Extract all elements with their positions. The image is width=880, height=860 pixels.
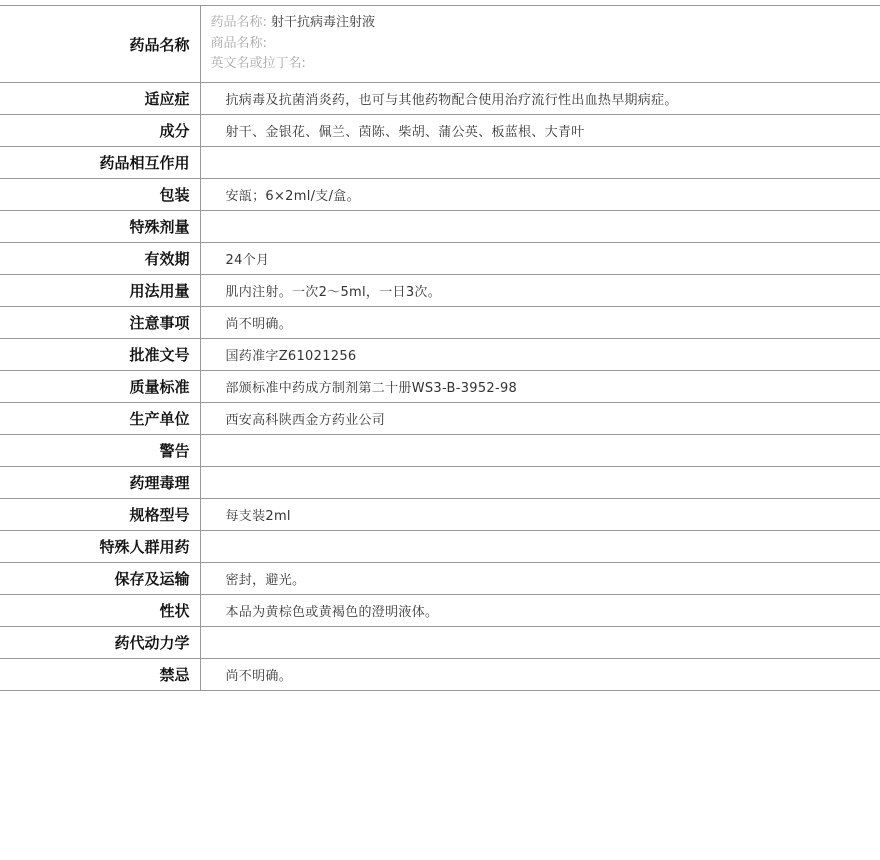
table-row — [0, 115, 880, 147]
row-label: 禁忌 — [0, 659, 200, 691]
row-label: 特殊人群用药 — [0, 531, 200, 563]
table-row — [0, 435, 880, 467]
row-label: 生产单位 — [0, 403, 200, 435]
row-value: 射干、金银花、佩兰、茵陈、柴胡、蒲公英、板蓝根、大青叶 — [225, 125, 585, 140]
table-row — [0, 563, 880, 595]
trade-name-key: 商品名称: — [210, 35, 267, 51]
table-row — [0, 243, 880, 275]
row-label: 有效期 — [0, 243, 200, 275]
drug-attribute-rows — [0, 83, 880, 691]
table-row — [0, 83, 880, 115]
row-value — [200, 435, 880, 467]
table-row — [0, 659, 880, 691]
row-value: 部颁标准中药成方制剂第二十册WS3-B-3952-98 — [225, 381, 518, 396]
table-row — [0, 147, 880, 179]
row-label: 警告 — [0, 435, 200, 467]
row-label: 成分 — [0, 115, 200, 147]
trade-name-line — [211, 34, 880, 55]
row-value: 西安高科陕西金方药业公司 — [225, 413, 386, 428]
drug-name-block — [200, 6, 880, 83]
row-value — [200, 211, 880, 243]
row-value — [200, 147, 880, 179]
row-label: 特殊剂量 — [0, 211, 200, 243]
row-label: 药理毒理 — [0, 467, 200, 499]
row-value: 尚不明确。 — [225, 317, 293, 332]
row-label: 药品相互作用 — [0, 147, 200, 179]
row-value: 每支装2ml — [225, 509, 291, 524]
table-row — [0, 307, 880, 339]
row-value: 国药准字Z61021256 — [225, 349, 357, 364]
generic-name-value: 射干抗病毒注射液 — [271, 15, 376, 31]
row-label-drug-name: 药品名称 — [0, 6, 200, 83]
row-value: 密封，避光。 — [225, 573, 306, 588]
generic-name-key: 药品名称: — [210, 15, 267, 31]
row-value: 肌内注射。一次2～5ml，一日3次。 — [225, 285, 441, 300]
drug-info-table — [0, 5, 880, 691]
table-row — [0, 371, 880, 403]
table-row — [0, 339, 880, 371]
row-label: 批准文号 — [0, 339, 200, 371]
english-name-key: 英文名或拉丁名: — [210, 56, 306, 72]
row-label: 用法用量 — [0, 275, 200, 307]
generic-name-line — [211, 13, 880, 34]
table-row — [0, 179, 880, 211]
row-label: 药代动力学 — [0, 627, 200, 659]
row-label: 性状 — [0, 595, 200, 627]
row-value: 本品为黄棕色或黄褐色的澄明液体。 — [225, 605, 439, 620]
table-row-drug-name — [0, 6, 880, 83]
row-value — [200, 627, 880, 659]
english-name-line — [211, 54, 880, 75]
row-value — [200, 531, 880, 563]
table-row — [0, 467, 880, 499]
table-row — [0, 275, 880, 307]
row-value: 尚不明确。 — [225, 669, 293, 684]
row-value: 抗病毒及抗菌消炎药，也可与其他药物配合使用治疗流行性出血热早期病症。 — [225, 93, 678, 108]
table-row — [0, 595, 880, 627]
row-label: 质量标准 — [0, 371, 200, 403]
row-label: 规格型号 — [0, 499, 200, 531]
row-label: 保存及运输 — [0, 563, 200, 595]
row-value: 24个月 — [225, 253, 270, 268]
row-value — [200, 467, 880, 499]
table-row — [0, 499, 880, 531]
table-row — [0, 211, 880, 243]
row-label: 适应症 — [0, 83, 200, 115]
row-label: 包装 — [0, 179, 200, 211]
row-label: 注意事项 — [0, 307, 200, 339]
table-row — [0, 627, 880, 659]
row-value: 安瓿；6×2ml/支/盒。 — [225, 189, 360, 204]
table-row — [0, 403, 880, 435]
table-row — [0, 531, 880, 563]
